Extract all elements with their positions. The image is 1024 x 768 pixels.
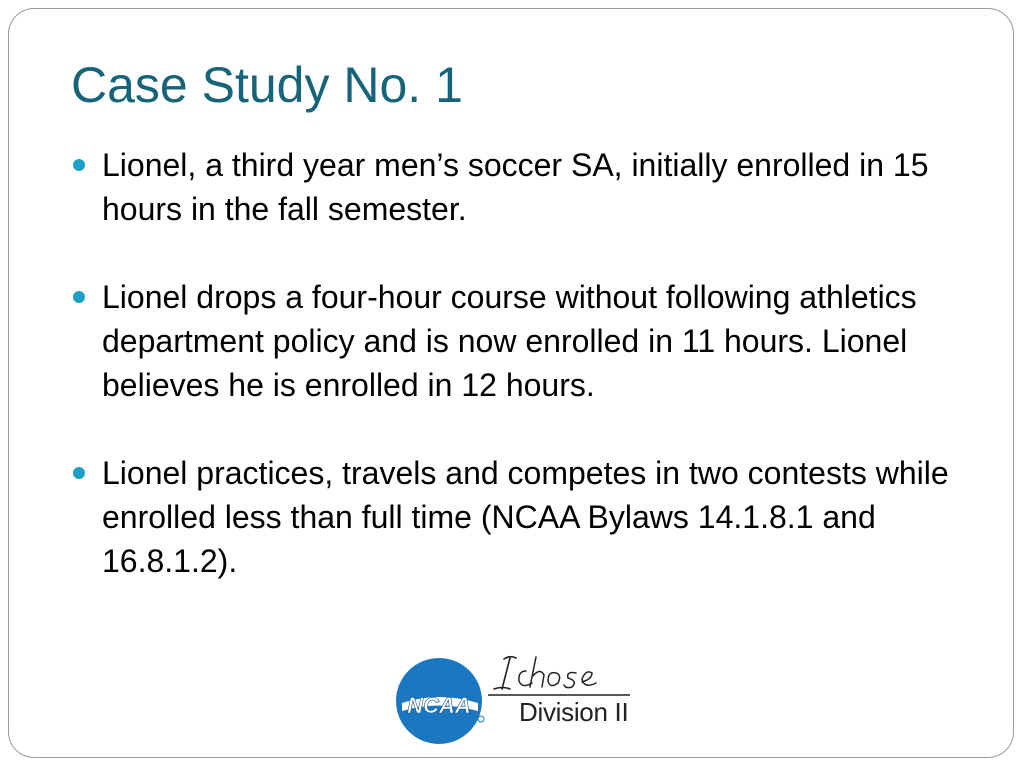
bullet-icon bbox=[73, 291, 85, 303]
bullet-text: Lionel, a third year men’s soccer SA, initially enrolled in 15 hours in the fall semester. bbox=[102, 147, 929, 227]
bullet-text: Lionel practices, travels and competes in two contests while enrolled less than full time (NCAA Bylaws 14.1.8.1 and 16.8.1.2). bbox=[102, 455, 949, 579]
slide-title: Case Study No. 1 bbox=[71, 57, 463, 113]
slide-frame bbox=[8, 8, 1014, 758]
list-item bbox=[71, 275, 991, 407]
list-item bbox=[71, 143, 991, 231]
list-item bbox=[71, 451, 991, 583]
bullet-list bbox=[71, 143, 991, 583]
ncaa-division-ii-logo bbox=[394, 653, 644, 749]
i-chose-script-icon bbox=[394, 653, 644, 699]
bullet-icon bbox=[73, 159, 85, 171]
division-ii-label: Division II bbox=[519, 697, 629, 727]
ncaa-wordmark: NCAA bbox=[407, 693, 471, 718]
bullet-text: Lionel drops a four-hour course without following athletics department policy and is now enrolled in 11 hours. Lionel believes he is enrolled in 12 hours. bbox=[102, 279, 917, 403]
bullet-icon bbox=[73, 467, 85, 479]
